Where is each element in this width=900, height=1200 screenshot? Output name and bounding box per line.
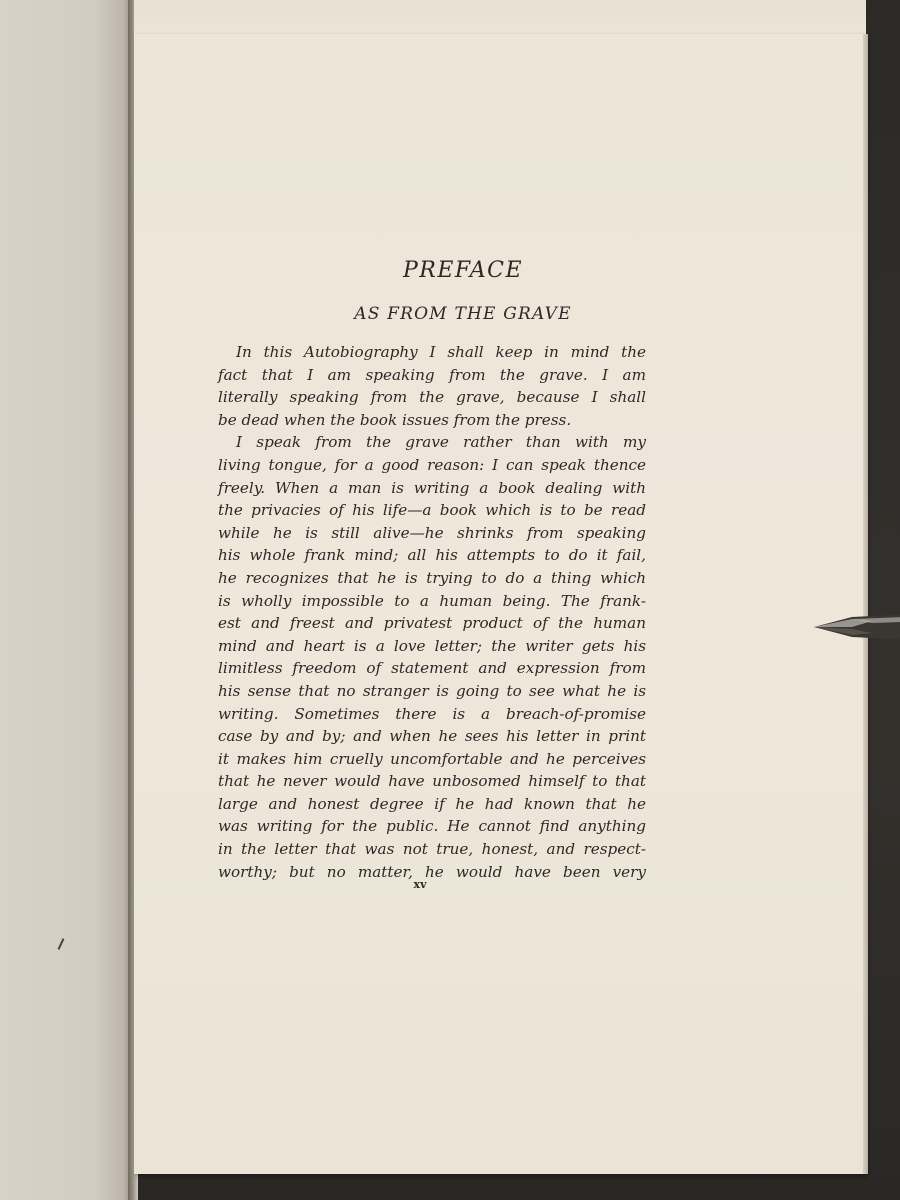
- text-line: est and freest and privatest product of the human: [218, 614, 646, 633]
- page-number: xv: [413, 878, 427, 891]
- text-line: living tongue, for a good reason: I can speak thence: [218, 455, 646, 474]
- preface-body: [218, 341, 646, 883]
- facing-page: [0, 0, 134, 1200]
- text-line: In this Autobiography I shall keep in mind the: [236, 343, 646, 361]
- text-line: large and honest degree if he had known that he: [218, 794, 646, 813]
- text-line: case by and by; and when he sees his letter in print: [218, 727, 646, 746]
- text-line: his sense that no stranger is going to see what he is: [218, 681, 646, 700]
- page-top-edge: [134, 0, 866, 34]
- text-line: is wholly impossible to a human being. The frank-: [218, 591, 646, 610]
- text-line: in the letter that was not true, honest, and respect-: [218, 840, 646, 859]
- text-line: worthy; but no matter, he would have been very: [218, 862, 646, 881]
- text-line: he recognizes that he is trying to do a thing which: [218, 568, 646, 587]
- text-line: be dead when the book issues from the press.: [218, 410, 572, 429]
- text-line: literally speaking from the grave, because I shall: [218, 388, 646, 407]
- text-line: freely. When a man is writing a book dealing with: [218, 478, 646, 497]
- text-line: mind and heart is a love letter; the writer gets his: [218, 636, 646, 655]
- text-line: that he never would have unbosomed himself to that: [218, 772, 646, 791]
- text-line: was writing for the public. He cannot find anything: [218, 817, 646, 836]
- text-line: the privacies of his life—a book which is to be read: [218, 501, 646, 520]
- page-title: PREFACE: [402, 258, 524, 283]
- text-line: fact that I am speaking from the grave. I am: [218, 365, 646, 384]
- text-line: writing. Sometimes there is a breach-of-promise: [218, 704, 646, 723]
- page-mark: [58, 938, 65, 950]
- pen-tip-icon: [812, 607, 900, 647]
- text-line: his whole frank mind; all his attempts to do it fail,: [218, 546, 646, 565]
- page-subtitle: AS FROM THE GRAVE: [354, 304, 572, 324]
- text-line: limitless freedom of statement and expression from: [218, 659, 646, 678]
- page-fore-edge: [863, 34, 868, 1174]
- text-line: it makes him cruelly uncomfortable and he perceives: [218, 749, 646, 768]
- text-line: I speak from the grave rather than with my: [236, 433, 646, 452]
- text-line: while he is still alive—he shrinks from speaking: [218, 523, 646, 542]
